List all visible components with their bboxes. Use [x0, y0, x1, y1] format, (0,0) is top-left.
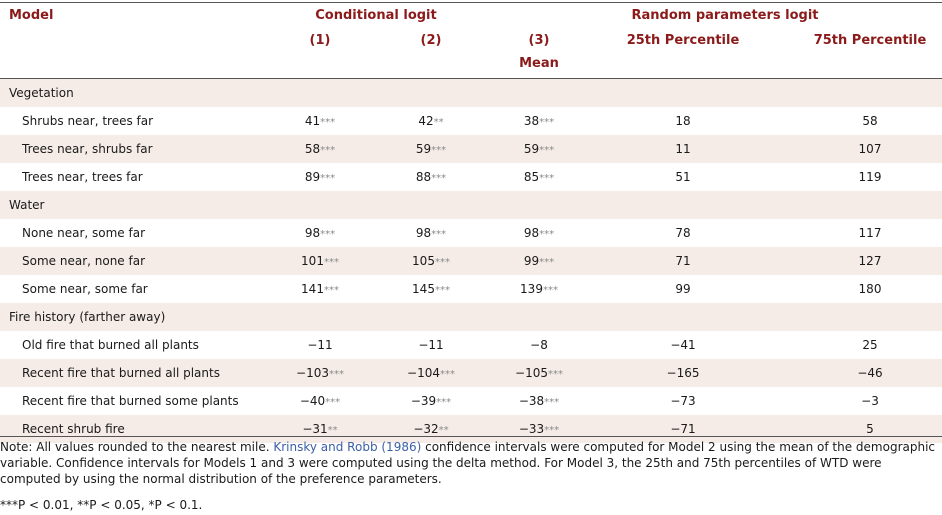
- row-label: Some near, none far: [22, 254, 146, 268]
- table-row: [0, 387, 942, 415]
- cell-col2: [411, 387, 451, 417]
- cell-col2: [412, 275, 450, 305]
- cell-p75: −3: [861, 394, 879, 408]
- cell-value: 38: [523, 114, 540, 128]
- cell-p75: 180: [858, 282, 882, 296]
- table-row: [0, 219, 942, 247]
- significance-stars: ***: [434, 257, 450, 268]
- cell-col2: [416, 163, 446, 193]
- significance-stars: ***: [544, 397, 560, 408]
- table-top-rule: [0, 2, 942, 3]
- significance-stars: ***: [320, 145, 336, 156]
- significance-stars: ***: [323, 257, 339, 268]
- cell-value: 85: [523, 170, 540, 184]
- cell-value: 105: [412, 254, 435, 268]
- significance-stars: ***: [539, 173, 555, 184]
- cell-col1: [301, 275, 339, 305]
- cell-col3: [524, 247, 554, 277]
- cell-value: −39: [410, 394, 437, 408]
- significance-stars: ***: [320, 173, 336, 184]
- cell-col2: [416, 219, 446, 249]
- cell-value: −38: [518, 394, 545, 408]
- cell-value: 101: [301, 254, 324, 268]
- significance-stars: ***: [547, 369, 563, 380]
- significance-stars: ***: [431, 229, 447, 240]
- cell-value: 41: [304, 114, 321, 128]
- row-label: Old fire that burned all plants: [22, 338, 199, 352]
- note-suffix: confidence intervals were computed for Model 2 using the mean of the demographic variable. Confidence intervals for Models 1 and 3 were computed using the delta method. For Model 3, the 25th and 75th percentiles of WTD were computed by using the normal distribution of the preference parameters.: [0, 440, 936, 486]
- cell-col1: [305, 219, 335, 249]
- cell-p75: −46: [857, 366, 883, 380]
- cell-col2: [407, 359, 455, 389]
- cell-col1: [296, 359, 344, 389]
- table-row: [0, 107, 942, 135]
- section-row: [0, 79, 942, 107]
- cell-p25: 71: [675, 254, 691, 268]
- citation-link[interactable]: Krinsky and Robb (1986): [273, 440, 422, 454]
- cell-value: −40: [299, 394, 326, 408]
- cell-p25: 51: [675, 170, 691, 184]
- significance-stars: ***: [539, 229, 555, 240]
- significance-stars: ***: [542, 285, 558, 296]
- header-col3-mean: Mean: [519, 56, 559, 71]
- cell-p25: −71: [670, 422, 696, 436]
- cell-value: 59: [415, 142, 432, 156]
- cell-col1: [307, 331, 332, 361]
- cell-col2: [412, 247, 450, 277]
- header-random-parameters-logit: Random parameters logit: [631, 8, 819, 23]
- header-p75: 75th Percentile: [813, 33, 927, 48]
- significance-note: ***P < 0.01, **P < 0.05, *P < 0.1.: [0, 498, 203, 512]
- cell-value: 98: [523, 226, 540, 240]
- cell-col1: [305, 107, 335, 137]
- cell-value: 139: [520, 282, 543, 296]
- significance-stars: ***: [325, 397, 341, 408]
- cell-p25: 99: [675, 282, 691, 296]
- row-label: Recent fire that burned some plants: [22, 394, 239, 408]
- cell-value: −31: [302, 422, 328, 436]
- cell-p25: −73: [670, 394, 696, 408]
- cell-col3: [524, 163, 554, 193]
- row-label: Some near, some far: [22, 282, 148, 296]
- significance-stars: **: [438, 425, 449, 436]
- cell-col3: [524, 107, 554, 137]
- header-p25: 25th Percentile: [626, 33, 740, 48]
- cell-p75: 119: [858, 170, 882, 184]
- significance-stars: ***: [320, 117, 336, 128]
- cell-col3: [524, 219, 554, 249]
- cell-col1: [305, 163, 335, 193]
- cell-value: 145: [412, 282, 435, 296]
- significance-stars: ***: [539, 145, 555, 156]
- header-col2: (2): [420, 33, 442, 48]
- significance-stars: ***: [439, 369, 455, 380]
- cell-col1: [305, 135, 335, 165]
- cell-p25: 11: [675, 142, 691, 156]
- cell-value: −11: [418, 338, 444, 352]
- cell-value: 58: [304, 142, 321, 156]
- cell-value: 99: [523, 254, 540, 268]
- cell-p75: 25: [862, 338, 878, 352]
- cell-value: 59: [523, 142, 540, 156]
- cell-p25: −41: [670, 338, 696, 352]
- significance-stars: ***: [434, 285, 450, 296]
- section-label: Vegetation: [9, 86, 74, 100]
- cell-value: 88: [415, 170, 432, 184]
- cell-col2: [418, 107, 443, 137]
- row-label: Trees near, trees far: [22, 170, 143, 184]
- cell-value: −8: [530, 338, 548, 352]
- cell-p75: 127: [858, 254, 882, 268]
- row-label: Recent shrub fire: [22, 422, 125, 436]
- cell-col1: [300, 387, 340, 417]
- table-row: [0, 331, 942, 359]
- header-col3: (3): [528, 33, 550, 48]
- table-row: [0, 135, 942, 163]
- cell-value: 141: [301, 282, 324, 296]
- table-row: [0, 247, 942, 275]
- significance-stars: ***: [431, 145, 447, 156]
- cell-col3: [519, 387, 559, 417]
- cell-value: −105: [515, 366, 548, 380]
- note-prefix: Note: All values rounded to the nearest mile.: [0, 440, 274, 454]
- row-label: Recent fire that burned all plants: [22, 366, 220, 380]
- cell-p75: 107: [858, 142, 882, 156]
- table-row: [0, 275, 942, 303]
- significance-stars: ***: [320, 229, 336, 240]
- table-note: [0, 439, 942, 487]
- significance-stars: ***: [539, 257, 555, 268]
- significance-stars: ***: [431, 173, 447, 184]
- cell-p25: 18: [675, 114, 691, 128]
- row-label: Trees near, shrubs far: [22, 142, 153, 156]
- cell-col1: [301, 247, 339, 277]
- table-bottom-rule: [0, 436, 942, 437]
- cell-value: 98: [304, 226, 321, 240]
- cell-value: −32: [413, 422, 439, 436]
- cell-value: −104: [407, 366, 440, 380]
- cell-p25: 78: [675, 226, 691, 240]
- row-label: None near, some far: [22, 226, 146, 240]
- cell-p25: −165: [666, 366, 700, 380]
- significance-stars: ***: [323, 285, 339, 296]
- section-row: [0, 191, 942, 219]
- cell-value: 98: [415, 226, 432, 240]
- cell-col2: [416, 135, 446, 165]
- significance-stars: **: [433, 117, 444, 128]
- significance-stars: **: [327, 425, 338, 436]
- section-label: Fire history (farther away): [9, 310, 166, 324]
- cell-col3: [524, 135, 554, 165]
- section-label: Water: [9, 198, 45, 212]
- header-model: Model: [9, 8, 54, 23]
- header-conditional-logit: Conditional logit: [315, 8, 437, 23]
- row-label: Shrubs near, trees far: [22, 114, 154, 128]
- cell-value: 89: [304, 170, 321, 184]
- cell-col3: [530, 331, 548, 361]
- significance-stars: ***: [544, 425, 560, 436]
- significance-stars: ***: [436, 397, 452, 408]
- table-row: [0, 163, 942, 191]
- cell-value: −33: [518, 422, 545, 436]
- cell-p75: 58: [862, 114, 878, 128]
- table-row: [0, 359, 942, 387]
- cell-value: −103: [296, 366, 329, 380]
- cell-col3: [520, 275, 558, 305]
- section-row: [0, 303, 942, 331]
- cell-value: 42: [418, 114, 434, 128]
- cell-p75: 5: [866, 422, 874, 436]
- header-col1: (1): [309, 33, 331, 48]
- significance-stars: ***: [328, 369, 344, 380]
- significance-stars: ***: [539, 117, 555, 128]
- cell-col3: [515, 359, 563, 389]
- cell-col2: [418, 331, 443, 361]
- cell-value: −11: [307, 338, 333, 352]
- cell-p75: 117: [858, 226, 882, 240]
